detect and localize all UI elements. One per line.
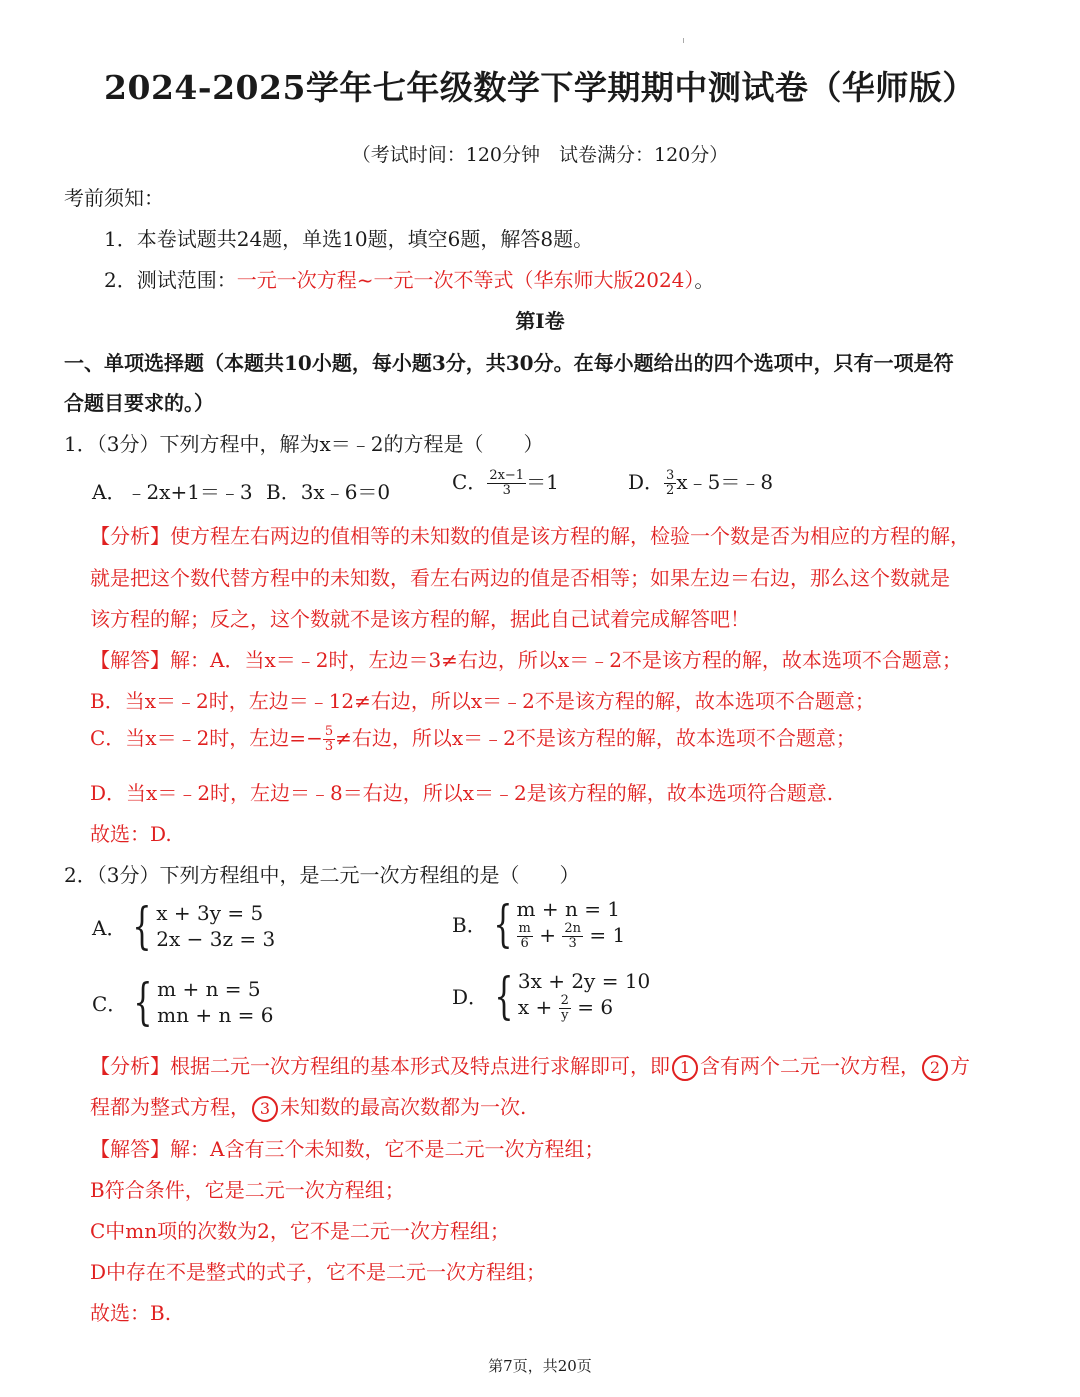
analysis-text: 方 bbox=[950, 1054, 970, 1078]
q1-answer-c-fraction bbox=[323, 725, 335, 754]
equation-line bbox=[518, 994, 650, 1023]
q2-analysis-line-1 bbox=[90, 1050, 970, 1081]
q1-option-b: B．3x﹣6＝0 bbox=[266, 480, 391, 504]
q1-option-c-label: C． bbox=[452, 470, 488, 494]
equation-line: 3x + 2y = 10 bbox=[517, 969, 651, 993]
q2-answer-line-2: B符合条件，它是二元一次方程组； bbox=[90, 1178, 405, 1202]
left-brace: { bbox=[493, 894, 513, 953]
notice-item-1: 1．本卷试题共24题，单选10题，填空6题，解答8题。 bbox=[104, 227, 594, 251]
equation-tail: = 6 bbox=[570, 995, 614, 1019]
q1-answer-c bbox=[90, 722, 856, 754]
notice-item-2 bbox=[104, 264, 714, 293]
q2-option-b-label: B． bbox=[452, 913, 487, 937]
q2-option-c bbox=[92, 973, 274, 1031]
analysis-text: 未知数的最高次数都为一次. bbox=[280, 1095, 527, 1119]
fraction-denominator: 3 bbox=[502, 483, 511, 498]
fraction-numerator: m bbox=[518, 921, 531, 936]
plus-sign: + bbox=[532, 923, 563, 947]
equation-line: mn + n = 6 bbox=[157, 1003, 274, 1027]
question-1-stem: 1．（3分）下列方程中，解为x＝﹣2的方程是（ ） bbox=[64, 432, 544, 456]
section-heading-line-1: 一、单项选择题（本题共10小题，每小题3分，共30分。在每小题给出的四个选项中，只有一项是符 bbox=[64, 351, 954, 375]
fraction-denominator: 3 bbox=[324, 739, 334, 754]
q1-analysis-line-2: 就是把这个数代替方程中的未知数，看左右两边的值是否相等；如果左边＝右边，那么这个数就是 bbox=[90, 566, 950, 590]
q1-analysis-line-1: 【分析】使方程左右两边的值相等的未知数的值是该方程的解，检验一个数是否为相应的方程的解， bbox=[90, 524, 970, 548]
q1-choice: 故选：D. bbox=[90, 822, 172, 846]
notice-item-2-prefix: 2．测试范围： bbox=[104, 268, 237, 292]
q1-answer-d: D．当x＝﹣2时，左边＝﹣8＝右边，所以x＝﹣2是该方程的解，故本选项符合题意. bbox=[90, 781, 834, 805]
fraction bbox=[562, 922, 583, 951]
volume-heading: 第I卷 bbox=[515, 309, 565, 333]
q2-option-a bbox=[92, 897, 276, 955]
notice-item-2-suffix: 。 bbox=[694, 268, 715, 292]
page-title: 2024-2025学年七年级数学下学期期中测试卷（华师版） bbox=[104, 68, 976, 107]
fraction-numerator: 2 bbox=[560, 993, 569, 1008]
fraction-numerator: 2n bbox=[564, 921, 581, 936]
q2-option-a-label: A． bbox=[92, 915, 127, 940]
equation-line: m + n = 5 bbox=[157, 977, 261, 1001]
q2-option-b bbox=[452, 896, 625, 951]
exam-info: （考试时间：120分钟 试卷满分：120分） bbox=[351, 144, 729, 166]
equation-line: 2x − 3z = 3 bbox=[156, 927, 276, 951]
equation-pre: x + bbox=[517, 995, 559, 1019]
fraction-denominator: 3 bbox=[568, 936, 577, 951]
q1-option-c-tail: ＝1 bbox=[526, 470, 559, 494]
q1-answer-c-pre: C．当x＝﹣2时，左边=− bbox=[90, 726, 323, 750]
q1-answer-b: B．当x＝﹣2时，左边＝﹣12≠右边，所以x＝﹣2不是该方程的解，故本选项不合题意； bbox=[90, 689, 875, 713]
q1-answer-c-post: ≠右边，所以x＝﹣2不是该方程的解，故本选项不合题意； bbox=[335, 726, 856, 750]
test-range: 一元一次方程~一元一次不等式（华东师大版2024） bbox=[236, 268, 695, 292]
q2-analysis-line-2 bbox=[90, 1091, 526, 1122]
q1-analysis-line-3: 该方程的解；反之，这个数就不是该方程的解，据此自己试着完成解答吧！ bbox=[90, 607, 750, 631]
q1-option-a: A．﹣2x+1＝﹣3 bbox=[92, 480, 253, 504]
q1-option-d-tail: x﹣5＝﹣8 bbox=[676, 470, 774, 494]
q2-answer-line-4: D中存在不是整式的式子，它不是二元一次方程组； bbox=[90, 1260, 547, 1284]
left-brace: { bbox=[494, 966, 514, 1025]
circled-number-1: 1 bbox=[672, 1055, 698, 1081]
fraction bbox=[559, 994, 571, 1023]
q2-option-d-label: D． bbox=[452, 985, 489, 1009]
equation-line: x + 3y = 5 bbox=[156, 901, 264, 925]
fraction-denominator: 6 bbox=[520, 936, 529, 951]
left-brace: { bbox=[132, 897, 152, 955]
q2-answer-line-1: 【解答】解：A含有三个未知数，它不是二元一次方程组； bbox=[90, 1137, 605, 1161]
q2-answer-line-3: C中mn项的次数为2，它不是二元一次方程组； bbox=[90, 1219, 510, 1243]
q1-option-d bbox=[628, 466, 773, 498]
q2-option-c-label: C． bbox=[92, 991, 128, 1016]
section-heading-line-2: 合题目要求的。） bbox=[64, 391, 214, 415]
analysis-text: 程都为整式方程， bbox=[90, 1095, 250, 1119]
fraction bbox=[517, 922, 533, 951]
left-brace: { bbox=[133, 973, 153, 1031]
q1-option-c bbox=[452, 466, 559, 498]
q1-option-c-fraction bbox=[487, 469, 526, 498]
fraction-denominator: y bbox=[561, 1008, 569, 1023]
analysis-text: 【分析】根据二元一次方程组的基本形式及特点进行求解即可，即 bbox=[90, 1054, 670, 1078]
circled-number-3: 3 bbox=[252, 1096, 278, 1122]
q1-option-d-label: D． bbox=[628, 470, 665, 494]
page-footer: 第7页，共20页 bbox=[488, 1357, 592, 1375]
q2-choice: 故选：B. bbox=[90, 1301, 172, 1325]
analysis-text: 含有两个二元一次方程， bbox=[700, 1054, 920, 1078]
equation-tail: = 1 bbox=[582, 923, 626, 947]
q1-answer-a: 【解答】解：A．当x＝﹣2时，左边＝3≠右边，所以x＝﹣2不是该方程的解，故本选项不合题意； bbox=[90, 648, 962, 672]
q1-option-d-fraction bbox=[664, 469, 676, 498]
q2-option-d bbox=[452, 968, 650, 1023]
fraction-numerator: 5 bbox=[324, 724, 334, 739]
scan-mark bbox=[683, 38, 684, 43]
fraction-numerator: 2x−1 bbox=[489, 468, 525, 483]
equation-line bbox=[517, 922, 626, 951]
fraction-denominator: 2 bbox=[666, 483, 675, 498]
circled-number-2: 2 bbox=[922, 1055, 948, 1081]
notice-heading: 考前须知： bbox=[64, 186, 164, 210]
fraction-numerator: 3 bbox=[666, 468, 675, 483]
question-2-stem: 2．（3分）下列方程组中，是二元一次方程组的是（ ） bbox=[64, 863, 580, 887]
equation-line: m + n = 1 bbox=[516, 897, 621, 921]
